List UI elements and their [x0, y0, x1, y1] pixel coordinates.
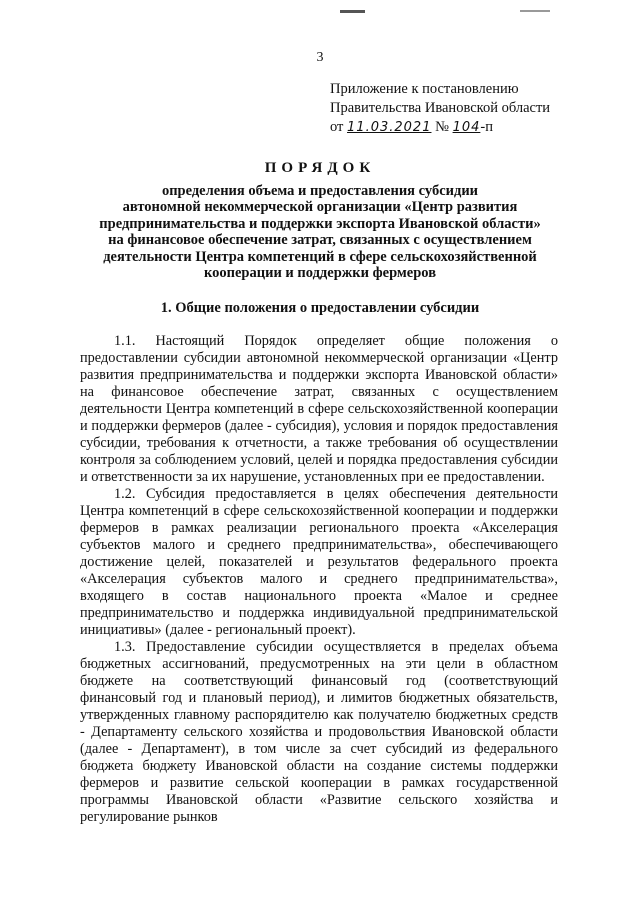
- approval-date-line: [330, 118, 550, 137]
- approval-date: 11.03.2021: [347, 120, 432, 135]
- scan-artifact: [340, 10, 365, 13]
- title-line: кооперации и поддержки фермеров: [203, 265, 437, 281]
- page-number: 3: [316, 50, 324, 65]
- document-title: [80, 160, 560, 282]
- scan-artifact: [520, 10, 550, 12]
- number-prefix: №: [435, 119, 449, 135]
- date-prefix: от: [330, 119, 344, 135]
- paragraph-1-2: 1.2. Субсидия предоставляется в целях обеспечения деятельности Центра компетенций в сфере сельскохозяйственной кооперации и поддержки фермеров в рамках реализации регионального проекта «Акселерация субъектов малого и среднего предпринимательства», обеспечивающего достижение целей, показателей и результатов федерального проекта «Акселерация субъектов малого и среднего предпринимательства», входящего в состав национального проекта «Малое и среднее предпринимательство и поддержка индивидуальной предпринимательской инициативы» (далее - региональный проект).: [80, 486, 558, 638]
- document-body: [80, 333, 558, 826]
- title-line: определения объема и предоставления субсидии: [161, 182, 479, 199]
- approval-line-2: Правительства Ивановской области: [330, 100, 551, 116]
- approval-block: [330, 80, 550, 137]
- title-line: деятельности Центра компетенций в сфере сельскохозяйственной: [103, 248, 537, 265]
- title-line: автономной некоммерческой организации «Центр развития: [122, 199, 518, 215]
- paragraph-1-1: 1.1. Настоящий Порядок определяет общие положения о предоставлении субсидии автономной некоммерческой организации «Центр развития предпринимательства и поддержки экспорта Ивановской области» на финансовое обеспечение затрат, связанных с осуществлением деятельности Центра компетенций в сфере сельскохозяйственной кооперации и поддержки фермеров (далее - субсидия), условия и порядок предоставления субсидии, требования к отчетности, а также требования об осуществлении контроля за соблюдением условий, целей и порядка предоставления субсидии и ответственности за их нарушение, установленных при ее предоставлении.: [80, 333, 558, 485]
- approval-number: 104: [452, 120, 481, 135]
- section-heading: 1. Общие положения о предоставлении субсидии: [160, 300, 480, 316]
- title-line: предпринимательства и поддержки экспорта Ивановской области»: [99, 215, 541, 232]
- number-suffix: -п: [480, 119, 493, 135]
- title-main: ПОРЯДОК: [264, 160, 376, 176]
- approval-line-1: Приложение к постановлению: [330, 81, 519, 97]
- title-line: на финансовое обеспечение затрат, связанных с осуществлением: [108, 232, 532, 248]
- paragraph-1-3: 1.3. Предоставление субсидии осуществляется в пределах объема бюджетных ассигнований, предусмотренных на эти цели в областном бюджете на соответствующий финансовый год (соответствующий финансовый год и плановый период), и лимитов бюджетных обязательств, утвержденных главному распорядителю как получателю бюджетных средств - Департаменту сельского хозяйства и продовольствия Ивановской области (далее - Департамент), в том числе за счет субсидий из федерального бюджета бюджету Ивановской области на создание системы поддержки фермеров и развитие сельской кооперации в рамках государственной программы Ивановской области «Развитие сельского хозяйства и регулирование рынков: [80, 639, 558, 825]
